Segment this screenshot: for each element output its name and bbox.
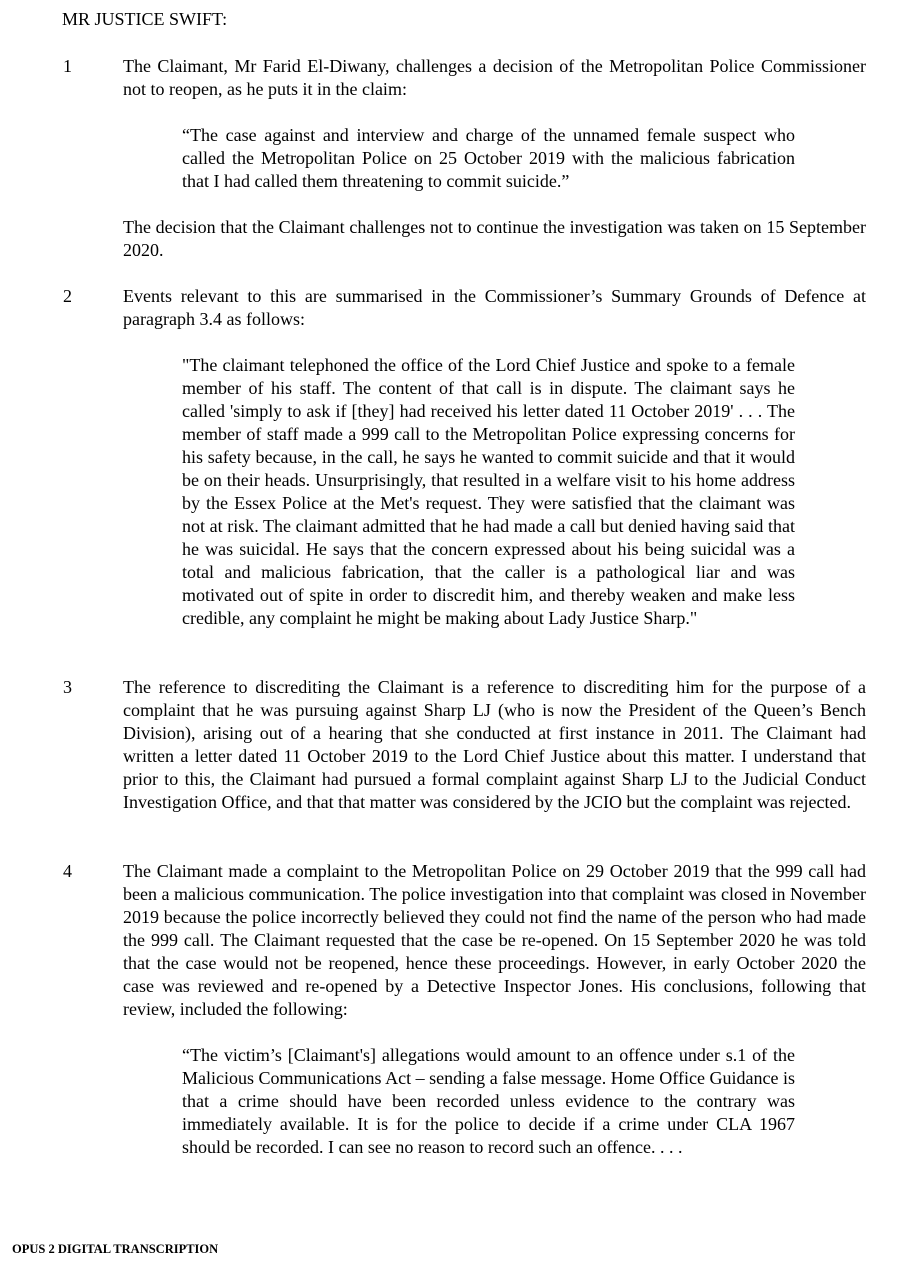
block-quote: “The case against and interview and charge of the unnamed female suspect who called the Metropolitan Police on 25 October 2019 with the malicious fabrication that I had called them threatening to commit suicide.” <box>182 125 795 191</box>
judge-heading: MR JUSTICE SWIFT: <box>62 9 228 29</box>
paragraph-4 <box>0 860 919 1159</box>
paragraph-text: The reference to discrediting the Claimant is a reference to discrediting him for the purpose of a complaint that he was pursuing against Sharp LJ (who is now the President of the Queen’s Bench Division), arising out of a hearing that she conducted at first instance in 2011. The Claimant had written a letter dated 11 October 2019 to the Lord Chief Justice about this matter. I understand that prior to this, the Claimant had pursued a formal complaint against Sharp LJ to the Judicial Conduct Investigation Office, and that that matter was considered by the JCIO but the complaint was rejected. <box>123 677 866 812</box>
paragraph-text: The Claimant made a complaint to the Metropolitan Police on 29 October 2019 that the 999 call had been a malicious communication. The police investigation into that complaint was closed in November 2019 because the police incorrectly believed they could not find the name of the person who had made the 999 call. The Claimant requested that the case be re-opened. On 15 September 2020 he was told that the case would not be reopened, hence these proceedings. However, in early October 2020 the case was reviewed and re-opened by a Detective Inspector Jones. His conclusions, following that review, included the following: <box>123 861 866 1019</box>
paragraph-number: 3 <box>63 677 72 697</box>
block-quote: “The victim’s [Claimant's] allegations would amount to an offence under s.1 of the Malicious Communications Act – sending a false message. Home Office Guidance is that a crime should have been recorded unless evidence to the contrary was immediately available. It is for the police to decide if a crime under CLA 1967 should be recorded. I can see no reason to record such an offence. . . . <box>182 1045 795 1157</box>
footer-transcription-label: OPUS 2 DIGITAL TRANSCRIPTION <box>12 1242 219 1256</box>
paragraph-text: Events relevant to this are summarised in the Commissioner’s Summary Grounds of Defence at paragraph 3.4 as follows: <box>123 286 866 329</box>
paragraph-number: 4 <box>63 861 72 881</box>
paragraph-text: The Claimant, Mr Farid El-Diwany, challenges a decision of the Metropolitan Police Commissioner not to reopen, as he puts it in the claim: <box>123 56 866 99</box>
paragraph-number: 2 <box>63 286 72 306</box>
block-quote: "The claimant telephoned the office of the Lord Chief Justice and spoke to a female member of his staff. The content of that call is in dispute. The claimant says he called 'simply to ask if [they] had received his letter dated 11 October 2019' . . . The member of staff made a 999 call to the Metropolitan Police expressing concerns for his safety because, in the call, he says he wanted to commit suicide and that it would be on their heads. Unsurprisingly, that resulted in a welfare visit to his home address by the Essex Police at the Met's request. They were satisfied that the claimant was not at risk. The claimant admitted that he had made a call but denied having said that he was suicidal. He says that the concern expressed about his being suicidal was a total and malicious fabrication, that the caller is a pathological liar and was motivated out of spite in order to discredit him, and thereby weaken and make less credible, any complaint he might be making about Lady Justice Sharp." <box>182 355 795 628</box>
paragraph-1 <box>0 55 919 262</box>
paragraph-3 <box>0 676 919 814</box>
paragraph-text-continued: The decision that the Claimant challenges not to continue the investigation was taken on 15 September 2020. <box>123 217 866 260</box>
paragraph-number: 1 <box>63 56 72 76</box>
paragraph-2 <box>0 285 919 630</box>
